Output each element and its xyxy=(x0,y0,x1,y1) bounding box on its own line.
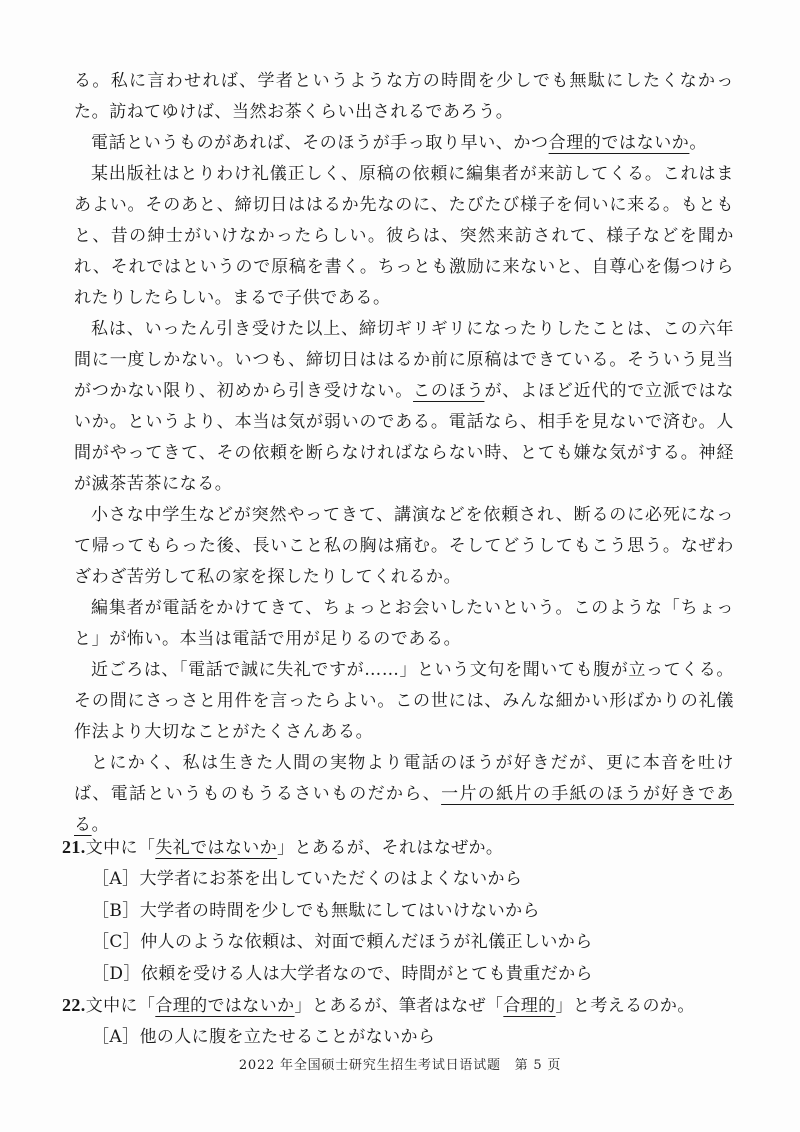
passage-paragraph-5 xyxy=(74,500,734,593)
reading-passage xyxy=(74,66,734,841)
passage-text: 某出版社はとりわけ礼儀正しく、原稿の依頼に編集者が来訪してくる。これはまあよい。そのあと、締切日ははるか先なのに、たびたび様子を伺いに来る。もともと、昔の紳士がいけなかったらしい。彼らは、突然来訪されて、様子などを聞かれ、それではというので原稿を書く。ちっとも激励に来ないと、自尊心を傷つけられたりしたらしい。まるで子供である。 xyxy=(74,164,734,308)
passage-paragraph-4 xyxy=(74,314,734,500)
question-21-option-b[interactable]: ［B］大学者の時間を少しでも無駄にしてはいけないから xyxy=(92,900,540,921)
question-21-option-a[interactable]: ［A］大学者にお茶を出していただくのはよくないから xyxy=(92,869,523,889)
passage-paragraph-3 xyxy=(74,159,734,314)
question-text: 」とあるが、筆者はなぜ「 xyxy=(294,996,504,1016)
page-footer: 2022 年全国硕士研究生招生考试日语试题 第 5 页 xyxy=(238,1058,562,1073)
passage-text: る。私に言わせれば、学者というような方の時間を少しでも無駄にしたくなかった。訪ねてゆけば、当然お茶くらい出されるであろう。 xyxy=(74,71,734,122)
passage-text: 近ごろは、「電話で誠に失礼ですが……」という文句を聞いても腹が立ってくる。その間にさっさと用件を言ったらよい。この世には、みんな細かい形ばかりの礼儀作法より大切なことがたくさんある。 xyxy=(74,660,734,742)
question-22-stem xyxy=(62,990,742,1022)
passage-text: とにかく、私は生きた人間の実物より電話のほうが好きだが、更に本音を吐けば、電話というものもうるさいものだから、 xyxy=(74,753,734,804)
underlined-phrase-konohou: このほう xyxy=(413,381,485,401)
question-text: 文中に「 xyxy=(85,838,156,858)
question-text: 」と考えるのか。 xyxy=(555,996,695,1016)
passage-text: 小さな中学生などが突然やってきて、講演などを依頼され、断るのに必死になって帰ってもらった後、長いこと私の胸は痛む。そしてどうしてもこう思う。なぜわざわざ苦労して私の家を探したりしてくれるか。 xyxy=(74,505,734,587)
underlined-phrase-shitsurei: 失礼ではないか xyxy=(155,838,278,858)
passage-text: が、よほど近代的で立派ではないか。というより、本当は気が弱いのである。電話なら、相手を見ないで済む。人間がやってきて、その依頼を断らなければならない時、とても嫌な気がする。神経が滅茶苦茶になる。 xyxy=(74,381,735,494)
underlined-phrase-gouriteki-q: 合理的ではないか xyxy=(155,996,295,1016)
passage-paragraph-6 xyxy=(74,593,734,655)
question-section xyxy=(62,832,742,1054)
passage-text: 電話というものがあれば、そのほうが手っ取り早い、かつ xyxy=(91,133,549,153)
question-21-stem xyxy=(62,832,742,864)
passage-text: 編集者が電話をかけてきて、ちょっとお会いしたいという。このような「ちょっと」が怖い。本当は電話で用が足りるのである。 xyxy=(74,598,734,649)
passage-text: 。 xyxy=(91,815,110,835)
underlined-word-gouriteki: 合理的 xyxy=(503,996,556,1016)
question-21-option-d[interactable]: ［D］依頼を受ける人は大学者なので、時間がとても貴重だから xyxy=(92,963,593,984)
question-text: 」とあるが、それはなぜか。 xyxy=(277,838,504,858)
underlined-phrase-gouriteki: 合理的ではないか xyxy=(548,133,690,153)
passage-paragraph-8 xyxy=(74,748,734,841)
passage-text: 。 xyxy=(689,133,708,153)
question-number: 21. xyxy=(62,837,86,857)
question-number: 22. xyxy=(62,995,86,1015)
underlined-phrase-tegami: 一片の紙片の手紙のほうが好きである xyxy=(74,784,735,835)
passage-paragraph-2 xyxy=(74,128,734,159)
question-22-option-a[interactable]: ［A］他の人に腹を立たせることがないから xyxy=(92,1027,436,1047)
passage-paragraph-1 xyxy=(74,66,734,128)
question-21-option-c[interactable]: ［C］仲人のような依頼は、対面で頼んだほうが礼儀正しいから xyxy=(92,932,593,952)
passage-text: 私は、いったん引き受けた以上、締切ギリギリになったりしたことは、この六年間に一度しかない。いつも、締切日ははるか前に原稿はできている。そういう見当がつかない限り、初めから引き受けない。 xyxy=(74,319,734,401)
passage-paragraph-7 xyxy=(74,655,734,748)
question-text: 文中に「 xyxy=(85,996,156,1016)
